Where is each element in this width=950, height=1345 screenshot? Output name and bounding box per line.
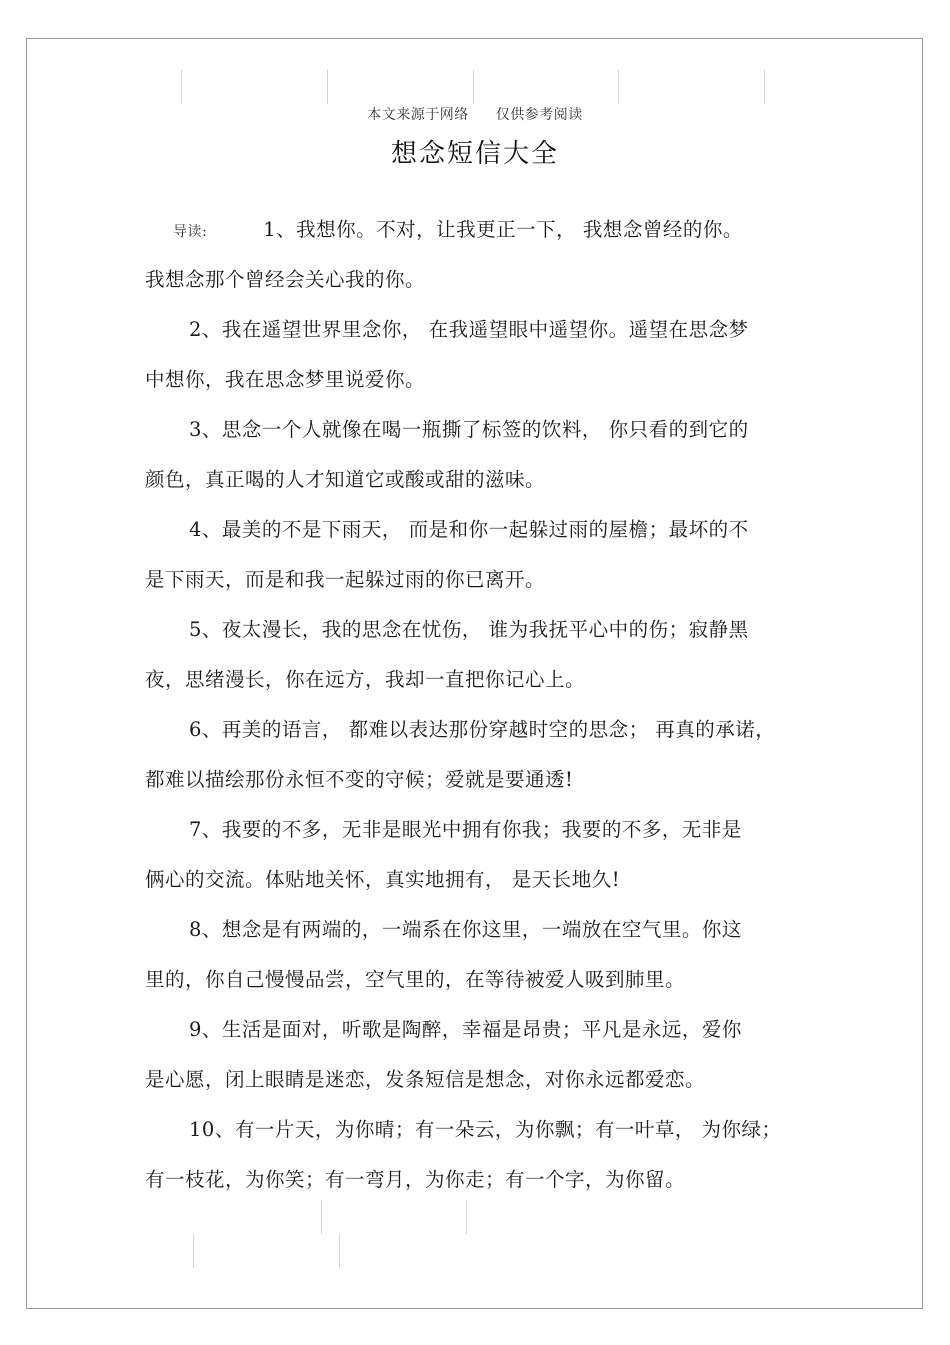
bottom-mark xyxy=(321,1200,322,1234)
bottom-mark xyxy=(339,1234,340,1268)
bottom-mark xyxy=(193,1234,194,1268)
document-body xyxy=(145,205,795,1205)
paragraph-6-line-2: 都难以描绘那份永恒不变的守候；爱就是要通透! xyxy=(145,768,574,791)
paragraph-10-line-2: 有一枝花，为你笑；有一弯月，为你走；有一个字，为你留。 xyxy=(145,1168,686,1191)
paragraph-1-line-2: 我想念那个曾经会关心我的你。 xyxy=(145,268,426,291)
paragraph-10-line-1: 10、有一片天，为你晴；有一朵云，为你飘；有一叶草， 为你绿； xyxy=(189,1118,782,1141)
top-mark xyxy=(618,70,619,104)
header-note xyxy=(0,104,950,124)
paragraph-4-line-2: 是下雨天，而是和我一起躲过雨的你已离开。 xyxy=(145,568,546,591)
paragraph-6-line-1: 6、再美的语言， 都难以表达那份穿越时空的思念； 再真的承诺， xyxy=(189,718,776,741)
document-title: 想念短信大全 xyxy=(390,139,559,169)
top-mark xyxy=(764,70,765,104)
paragraph-5-line-2: 夜，思绪漫长，你在远方，我却一直把你记心上。 xyxy=(145,668,586,691)
paragraph-1-line-1 xyxy=(145,205,795,255)
top-mark xyxy=(473,70,474,104)
paragraph-8-line-1: 8、想念是有两端的，一端系在你这里，一端放在空气里。你这 xyxy=(189,918,742,941)
header-note-text: 仅供参考阅读 xyxy=(495,107,583,123)
paragraph-3-line-1: 3、思念一个人就像在喝一瓶撕了标签的饮料， 你只看的到它的 xyxy=(189,418,749,441)
intro-label: 导读: xyxy=(173,224,208,240)
paragraph-9-line-2: 是心愿，闭上眼睛是迷恋，发条短信是想念，对你永远都爱恋。 xyxy=(145,1068,706,1091)
top-mark xyxy=(327,70,328,104)
paragraph-3-line-2: 颜色，真正喝的人才知道它或酸或甜的滋味。 xyxy=(145,468,546,491)
paragraph-4-line-1: 4、最美的不是下雨天， 而是和你一起躲过雨的屋檐；最坏的不 xyxy=(189,518,749,541)
paragraph-9-line-1: 9、生活是面对，听歌是陶醉，幸福是昂贵；平凡是永远，爱你 xyxy=(189,1018,742,1041)
header-source: 本文来源于网络 xyxy=(367,107,469,123)
paragraph-7-line-2: 俩心的交流。体贴地关怀，真实地拥有， 是天长地久! xyxy=(145,868,621,891)
top-mark xyxy=(181,70,182,104)
paragraph-7-line-1: 7、我要的不多，无非是眼光中拥有你我；我要的不多，无非是 xyxy=(189,818,742,841)
bottom-mark xyxy=(466,1200,467,1234)
paragraph-8-line-2: 里的，你自己慢慢品尝，空气里的，在等待被爱人吸到肺里。 xyxy=(145,968,686,991)
line-text: 1、我想你。不对，让我更正一下， 我想念曾经的你。 xyxy=(263,218,743,241)
paragraph-2-line-1: 2、我在遥望世界里念你， 在我遥望眼中遥望你。遥望在思念梦 xyxy=(189,318,749,341)
paragraph-5-line-1: 5、夜太漫长，我的思念在忧伤， 谁为我抚平心中的伤；寂静黑 xyxy=(189,618,749,641)
paragraph-2-line-2: 中想你，我在思念梦里说爱你。 xyxy=(145,368,426,391)
